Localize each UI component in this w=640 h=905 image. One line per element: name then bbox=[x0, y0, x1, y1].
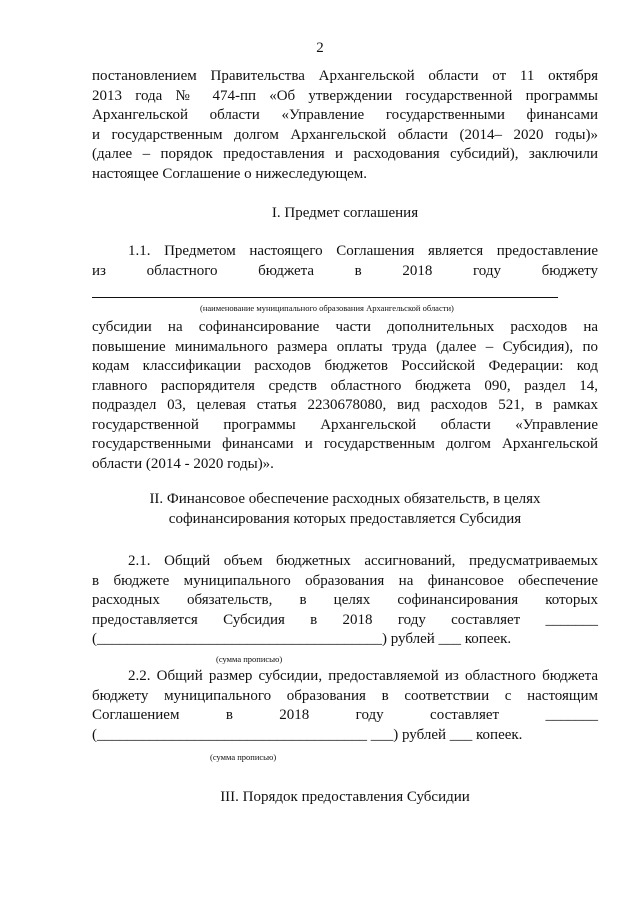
paragraph-line: повышение минимального размера оплаты труда (далее – Субсидия), по bbox=[92, 338, 598, 355]
paragraph-line: предоставляется Субсидия в 2018 году составляет _______ bbox=[92, 611, 598, 628]
heading-line: софинансирования которых предоставляется Субсидия bbox=[168, 510, 522, 527]
municipality-caption: (наименование муниципального образования Архангельской области) bbox=[200, 303, 454, 313]
paragraph-line: государственной программы Архангельской области «Управление bbox=[92, 416, 598, 433]
paragraph-line: главного распорядителя средств областного бюджета 090, раздел 14, bbox=[92, 377, 598, 394]
intro-line: и государственным долгом Архангельской области (2014– 2020 годы)» bbox=[92, 126, 598, 143]
paragraph-2-2 bbox=[92, 667, 598, 726]
paragraph-line: 1.1. Предметом настоящего Соглашения является предоставление bbox=[128, 243, 598, 259]
municipality-blank-line bbox=[92, 297, 558, 298]
amount-caption-2-2: (сумма прописью) bbox=[210, 752, 277, 762]
paragraph-line: 2.1. Общий объем бюджетных ассигнований, предусматриваемых bbox=[128, 553, 598, 569]
intro-line: настоящее Соглашение о нижеследующем. bbox=[92, 165, 368, 182]
section-2-heading bbox=[92, 490, 598, 529]
paragraph-line: 2.2. Общий размер субсидии, предоставляемой из областного бюджета bbox=[128, 668, 598, 684]
paragraph-line: государственными финансами и государственным долгом Архангельской bbox=[92, 436, 598, 452]
intro-paragraph bbox=[92, 67, 598, 184]
intro-line: постановлением Правительства Архангельской области от 11 октября bbox=[92, 68, 598, 84]
paragraph-1-1-continued bbox=[92, 318, 598, 474]
section-3-heading: III. Порядок предоставления Субсидии bbox=[220, 789, 470, 805]
section-1-heading: I. Предмет соглашения bbox=[271, 205, 419, 221]
intro-line: (далее – порядок предоставления и расходования субсидий), заключили bbox=[92, 146, 598, 162]
amount-fill-row-2-1: (______________________________________) рублей ___ копеек. bbox=[92, 631, 512, 647]
paragraph-line: области (2014 - 2020 годы)». bbox=[92, 455, 274, 472]
paragraph-line: расходных обязательств, в целях софинансирования которых bbox=[92, 592, 598, 608]
paragraph-line: в бюджете муниципального образования на финансовое обеспечение bbox=[92, 572, 598, 589]
amount-caption-2-1: (сумма прописью) bbox=[216, 654, 283, 664]
paragraph-line: подраздел 03, целевая статья 2230678080, вид расходов 521, в рамках bbox=[92, 397, 598, 413]
paragraph-line: субсидии на софинансирование части дополнительных расходов на bbox=[92, 319, 598, 335]
heading-line: II. Финансовое обеспечение расходных обязательств, в целях bbox=[149, 491, 541, 507]
paragraph-line: бюджету муниципального образования в соответствии с настоящим bbox=[92, 687, 598, 704]
amount-fill-row-2-2: (____________________________________ ___) рублей ___ копеек. bbox=[92, 727, 523, 743]
paragraph-line: из областного бюджета в 2018 году бюджету bbox=[92, 262, 598, 279]
intro-line: 2013 года № 474-пп «Об утверждении государственной программы bbox=[92, 87, 598, 104]
paragraph-2-1 bbox=[92, 552, 598, 630]
paragraph-line: Соглашением в 2018 году составляет _______ bbox=[92, 707, 598, 723]
page-number: 2 bbox=[316, 40, 324, 56]
paragraph-line: кодам классификации расходов бюджетов Российской Федерации: код bbox=[92, 358, 598, 374]
paragraph-1-1 bbox=[92, 242, 598, 281]
intro-line: Архангельской области «Управление государственными финансами bbox=[92, 107, 598, 123]
